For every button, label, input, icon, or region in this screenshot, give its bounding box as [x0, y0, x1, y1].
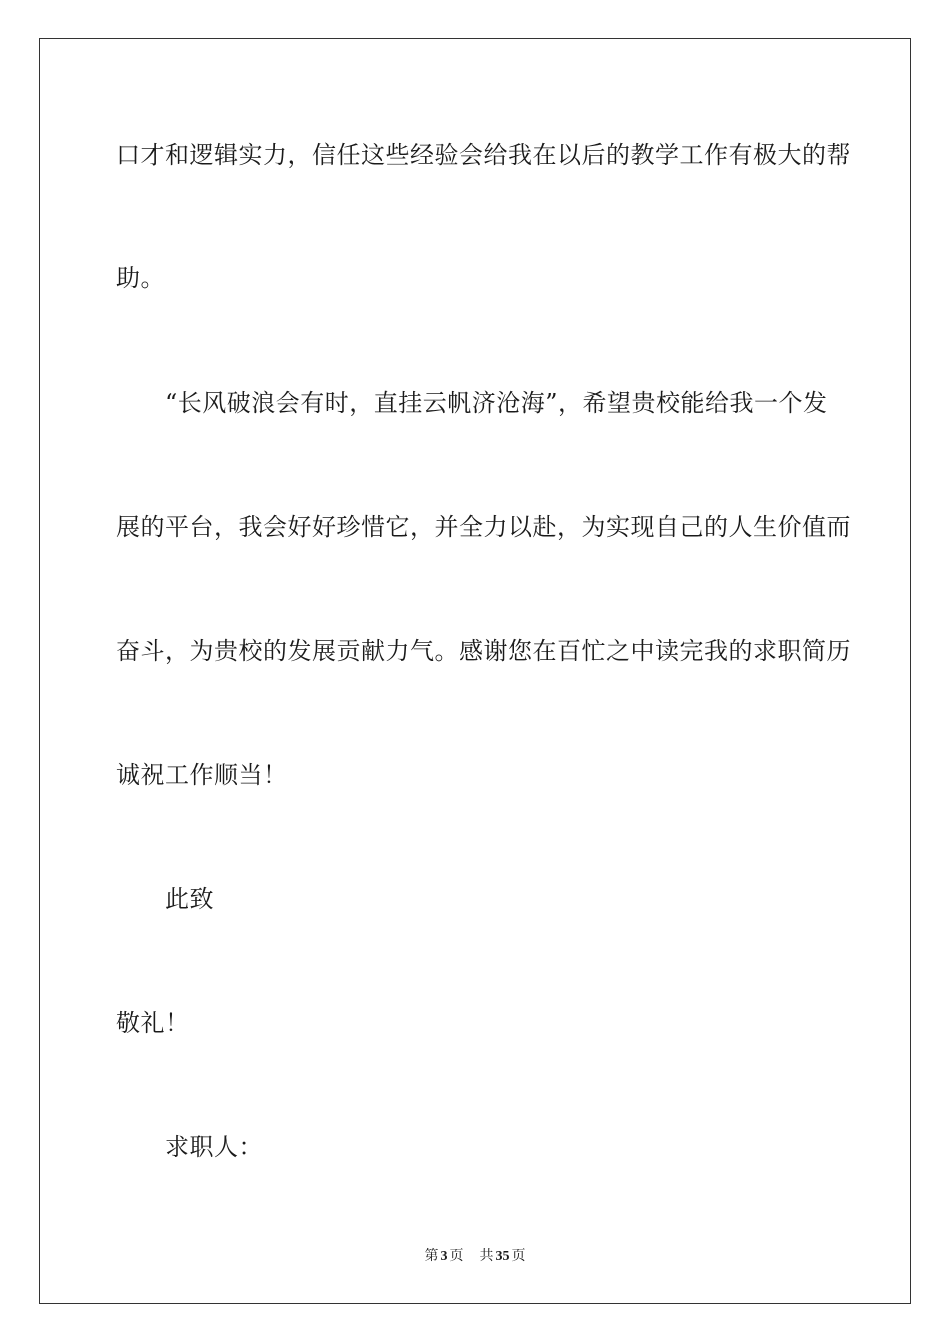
paragraph-line: 口才和逻辑实力，信任这些经验会给我在以后的教学工作有极大的帮 — [116, 141, 851, 169]
applicant-label: 求职人： — [165, 1133, 263, 1161]
page-footer — [0, 1248, 950, 1266]
total-pages: 35 — [495, 1249, 510, 1264]
paragraph-line: 展的平台，我会好好珍惜它，并全力以赴，为实现自己的人生价值而 — [116, 513, 851, 541]
paragraph-line: “长风破浪会有时，直挂云帆济沧海”，希望贵校能给我一个发 — [165, 389, 828, 417]
page-suffix: 页 — [449, 1249, 464, 1264]
paragraph-line: 诚祝工作顺当！ — [116, 761, 288, 789]
closing-regards: 敬礼！ — [116, 1009, 190, 1037]
page-number: 3 — [440, 1249, 448, 1264]
closing-salutation: 此致 — [165, 885, 214, 913]
total-prefix: 共 — [479, 1249, 494, 1264]
total-suffix: 页 — [511, 1249, 526, 1264]
page-border — [39, 38, 911, 1304]
paragraph-line: 助。 — [116, 264, 165, 292]
paragraph-line: 奋斗，为贵校的发展贡献力气。感谢您在百忙之中读完我的求职简历 — [116, 637, 851, 665]
page-prefix: 第 — [424, 1249, 439, 1264]
